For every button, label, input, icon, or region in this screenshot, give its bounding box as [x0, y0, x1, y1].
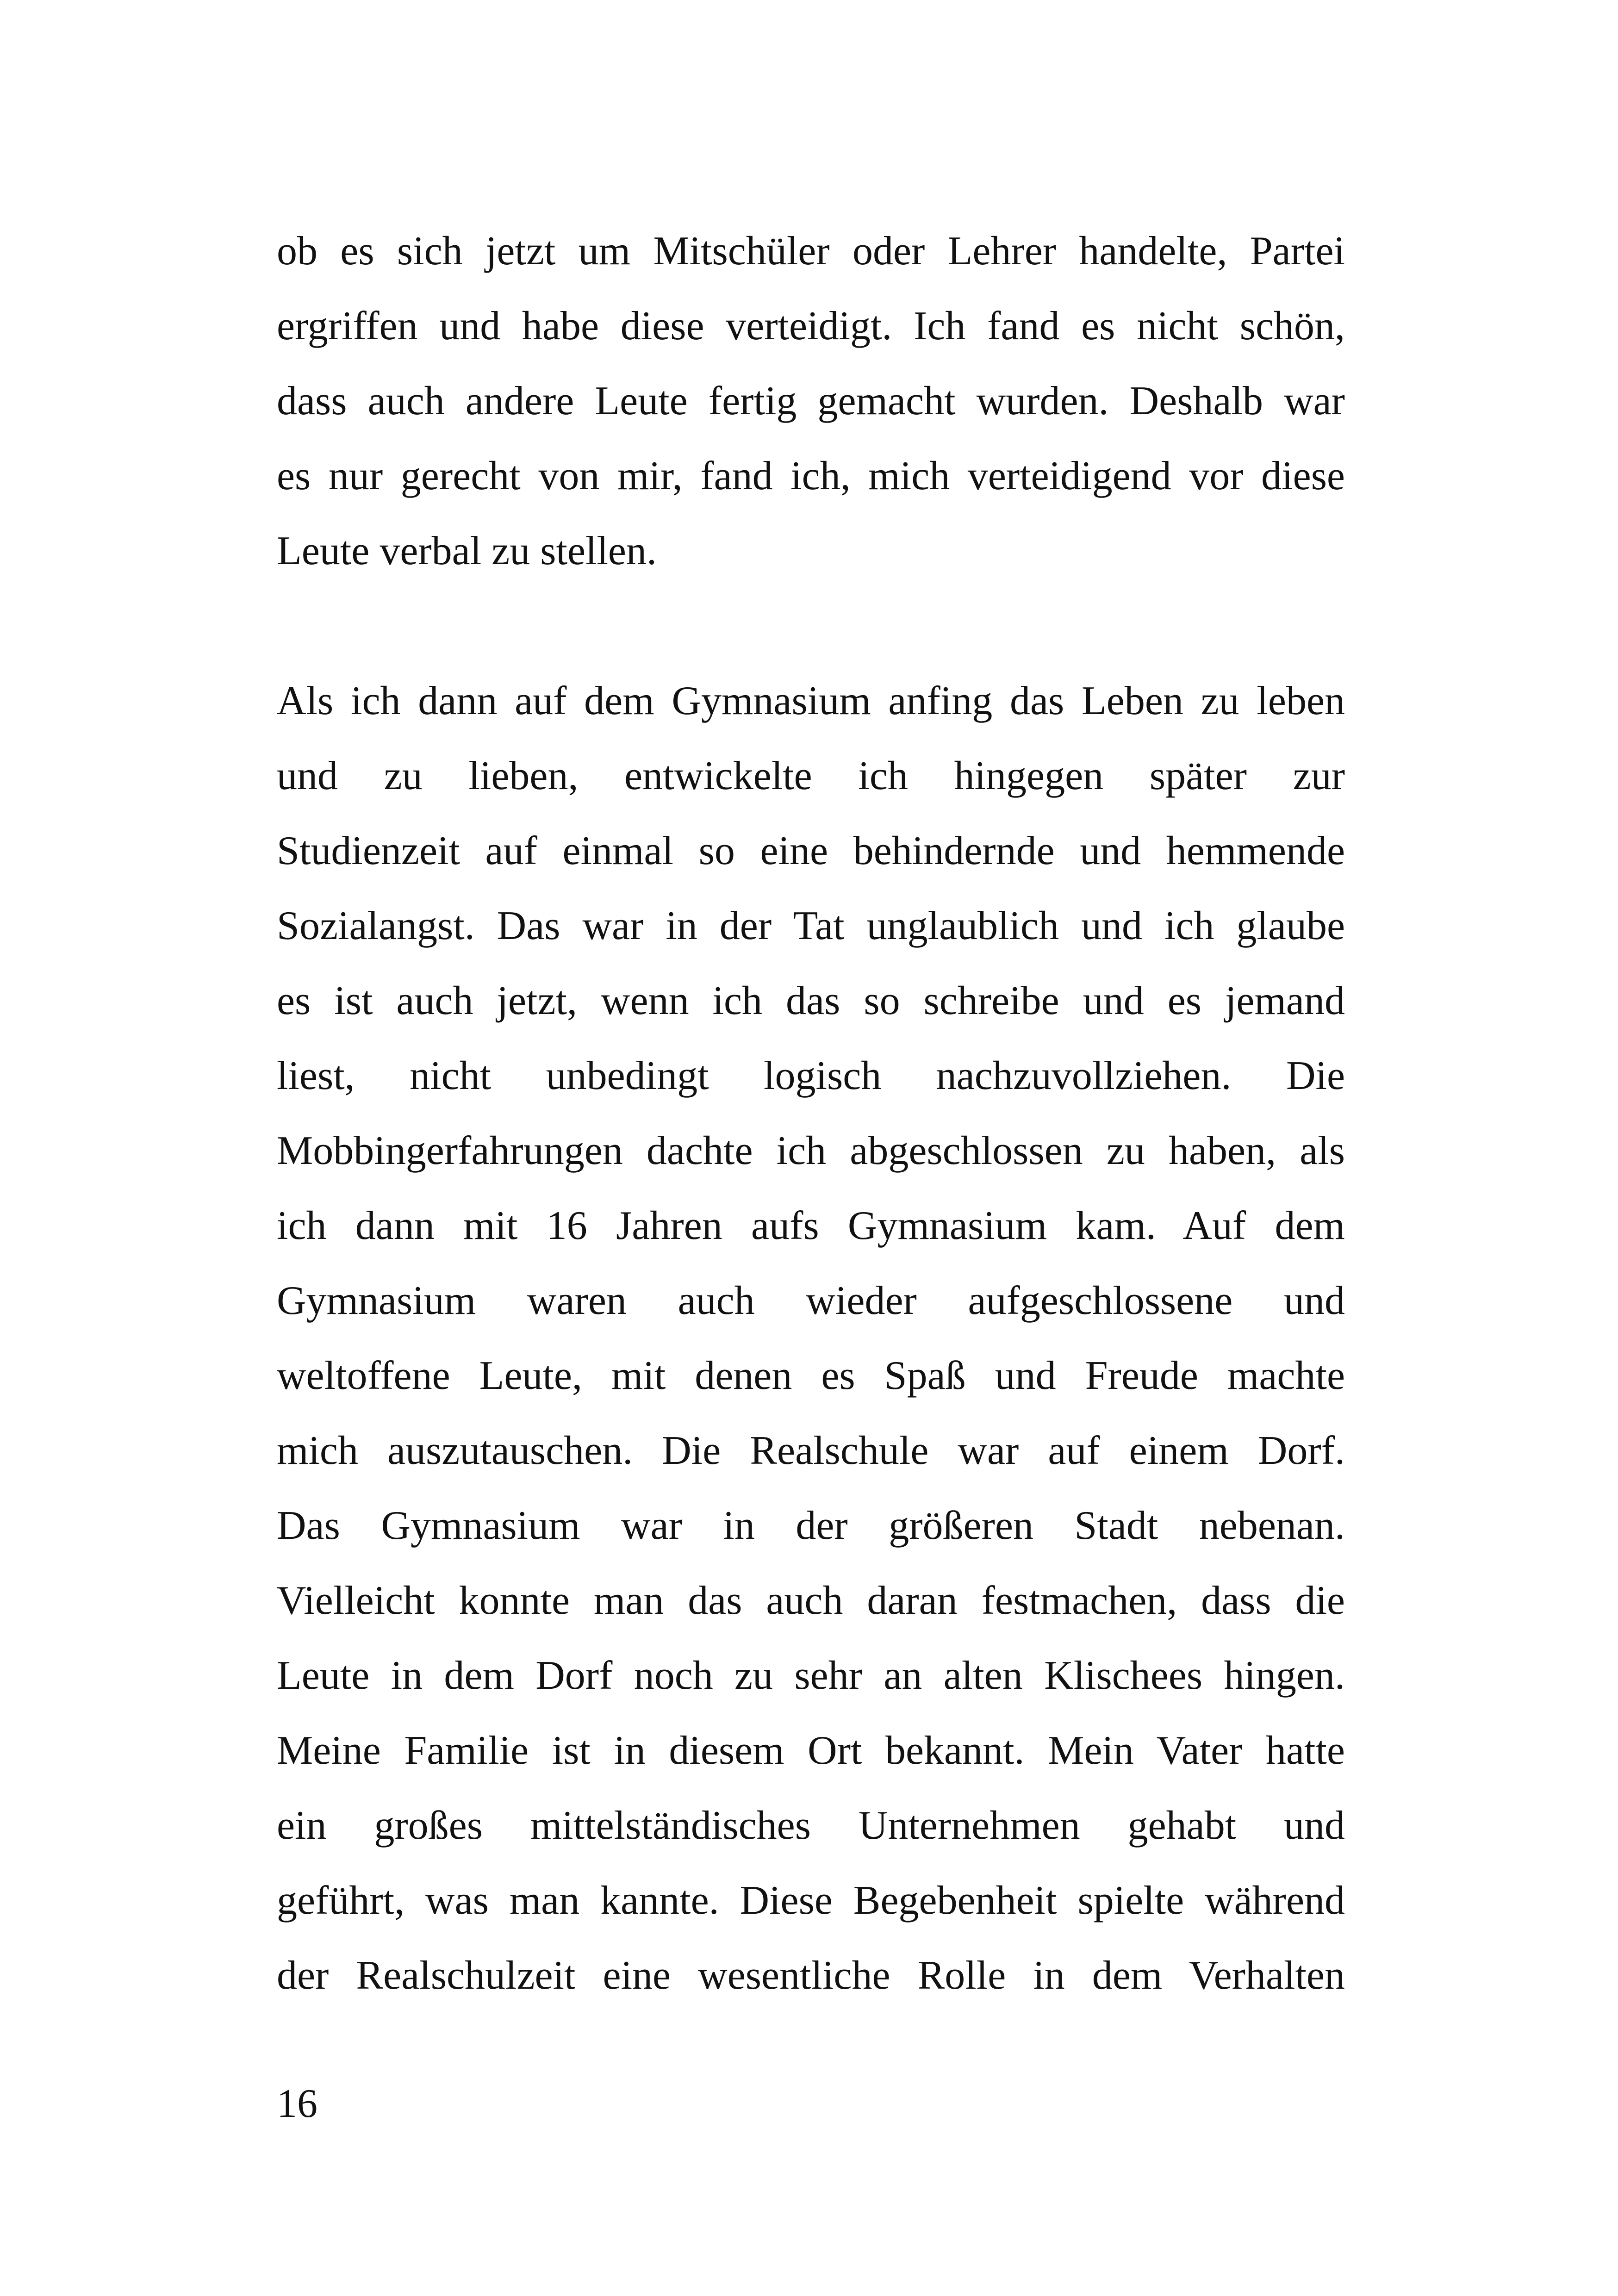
text-line: Als ich dann auf dem Gymnasium anfing das Leben zu leben [277, 678, 1345, 723]
paragraph-1 [277, 214, 1345, 589]
paragraph-2 [277, 664, 1345, 2013]
text-line: mich auszutauschen. Die Realschule war auf einem Dorf. [277, 1428, 1345, 1473]
text-line: geführt, was man kannte. Diese Begebenheit spielte während [277, 1878, 1345, 1923]
text-line: Das Gymnasium war in der größeren Stadt nebenan. [277, 1503, 1345, 1548]
page-number: 16 [277, 2081, 317, 2126]
text-line: dass auch andere Leute fertig gemacht wurden. Deshalb war [277, 379, 1345, 423]
text-line: Vielleicht konnte man das auch daran festmachen, dass die [277, 1578, 1345, 1623]
text-line: weltoffene Leute, mit denen es Spaß und Freude machte [277, 1353, 1345, 1398]
text-line: ob es sich jetzt um Mitschüler oder Lehrer handelte, Partei [277, 229, 1345, 274]
text-line: Gymnasium waren auch wieder aufgeschlossene und [277, 1278, 1345, 1323]
text-line: ich dann mit 16 Jahren aufs Gymnasium kam. Auf dem [277, 1203, 1345, 1248]
text-line: Studienzeit auf einmal so eine behindernde und hemmende [277, 828, 1345, 873]
text-line: ein großes mittelständisches Unternehmen gehabt und [277, 1803, 1345, 1848]
text-line: Mobbingerfahrungen dachte ich abgeschlossen zu haben, als [277, 1128, 1345, 1173]
text-line: liest, nicht unbedingt logisch nachzuvollziehen. Die [277, 1053, 1345, 1098]
text-line: es nur gerecht von mir, fand ich, mich verteidigend vor diese [277, 454, 1345, 498]
text-line: Sozialangst. Das war in der Tat unglaublich und ich glaube [277, 903, 1345, 948]
text-line: ergriffen und habe diese verteidigt. Ich fand es nicht schön, [277, 304, 1345, 348]
text-line: es ist auch jetzt, wenn ich das so schreibe und es jemand [277, 978, 1345, 1023]
text-line: der Realschulzeit eine wesentliche Rolle in dem Verhalten [277, 1953, 1345, 1998]
text-line: Leute verbal zu stellen. [277, 529, 657, 573]
text-line: und zu lieben, entwickelte ich hingegen später zur [277, 753, 1345, 798]
text-line: Leute in dem Dorf noch zu sehr an alten Klischees hingen. [277, 1653, 1345, 1698]
text-line: Meine Familie ist in diesem Ort bekannt. Mein Vater hatte [277, 1728, 1345, 1773]
